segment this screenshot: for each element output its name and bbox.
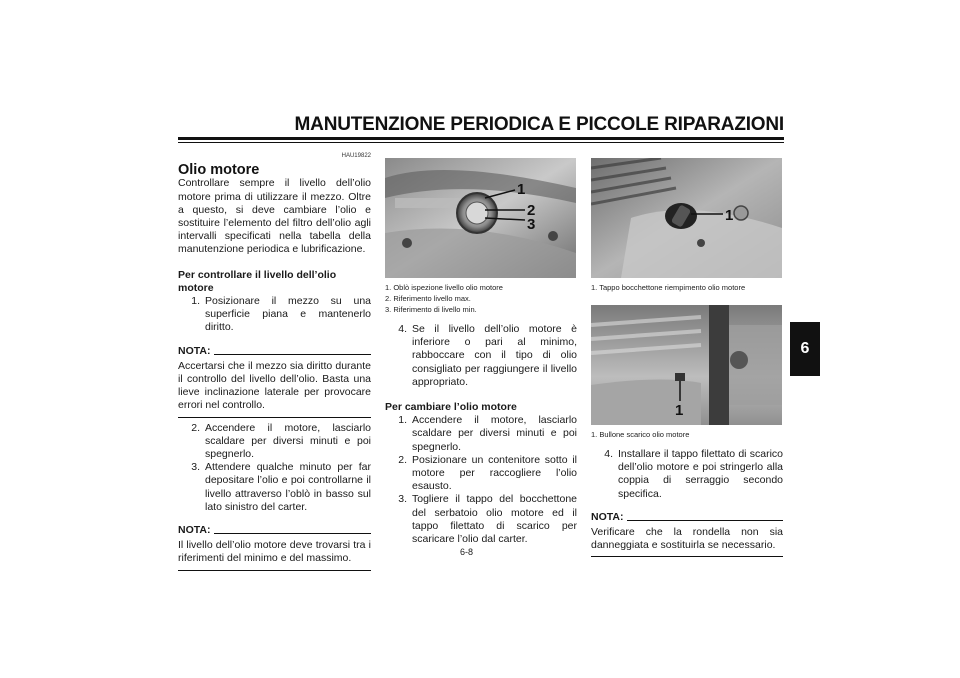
engine-top-illustration <box>591 158 782 278</box>
caption-item: 3. Riferimento di livello min. <box>385 305 477 314</box>
oil-level-window-photo <box>385 158 576 278</box>
step-number: 4. <box>604 448 613 460</box>
callout-1: 1 <box>517 181 526 198</box>
note-header <box>178 524 371 537</box>
step-number: 3. <box>191 461 200 474</box>
step-item <box>385 323 577 389</box>
step-item <box>178 461 371 514</box>
note-text: Il livello dell’olio motore deve trovarsi tra i riferimenti del minimo e del massimo. <box>178 539 371 565</box>
page-number: 6-8 <box>460 547 474 557</box>
callout-1: 1 <box>675 402 684 419</box>
callout-2: 2 <box>527 202 536 219</box>
caption-item: 2. Riferimento livello max. <box>385 294 471 303</box>
step-number: 2. <box>191 421 200 434</box>
section-heading: Olio motore <box>178 162 260 179</box>
step-text: Se il livello dell’olio motore è inferiore o pari al minimo, rabboccare con il tipo di olio consigliato per raggiungere il livello appropriato. <box>412 323 577 388</box>
photo-caption: 1. Tappo bocchettone riempimento olio motore <box>591 283 746 292</box>
note-rule <box>627 519 783 521</box>
step-number: 1. <box>191 295 200 308</box>
note-header <box>591 511 783 524</box>
step-item <box>591 448 783 501</box>
right-column <box>591 429 783 557</box>
step-number: 2. <box>398 453 407 466</box>
drain-bolt-photo <box>591 305 782 425</box>
step-item <box>178 422 371 462</box>
callout-3: 3 <box>527 216 536 233</box>
title-rule <box>178 137 784 140</box>
left-column <box>178 150 371 571</box>
intro-paragraph: Controllare sempre il livello dell’olio motore prima di utilizzare il mezzo. Oltre a questo, si deve cambiare l’olio e sostituire l’elemento del filtro dell’olio agli intervalli specificati nella tabella della manutenzione periodica e lubrificazione. <box>178 177 371 256</box>
caption-item: 1. Oblò ispezione livello olio motore <box>385 283 503 292</box>
oil-filler-cap-photo <box>591 158 782 278</box>
note-end-rule <box>178 570 371 571</box>
note-label: NOTA: <box>178 344 211 357</box>
subheading-check-level: Per controllare il livello dell’olio motore <box>178 268 337 294</box>
note-rule <box>214 353 371 355</box>
step-text: Posizionare il mezzo su una superficie piana e mantenerlo diritto. <box>205 295 371 334</box>
note-header <box>178 345 371 358</box>
note-text: Accertarsi che il mezzo sia diritto durante il controllo del livello dell’olio. Basta una lieve inclinazione laterale per provocare errori nel controllo. <box>178 359 371 412</box>
photo-caption-list <box>385 282 577 315</box>
chapter-tab: 6 <box>790 322 820 376</box>
step-text: Accendere il motore, lasciarlo scaldare per diversi minuti e poi spegnerlo. <box>205 421 371 461</box>
step-number: 1. <box>398 414 407 427</box>
section-code: HAU19822 <box>341 153 371 159</box>
step-item <box>385 414 577 454</box>
note-end-rule <box>178 417 371 418</box>
step-text: Installare il tappo filettato di scarico dell’olio motore e poi stringerlo alla coppia di serraggio secondo specifica. <box>618 448 783 500</box>
engine-bottom-illustration <box>591 305 782 425</box>
middle-column <box>385 282 577 546</box>
note-label: NOTA: <box>178 524 211 537</box>
step-item <box>385 493 577 546</box>
step-number: 3. <box>398 493 407 506</box>
photo-caption: 1. Bullone scarico olio motore <box>591 430 690 439</box>
title-rule-thin <box>178 142 784 143</box>
step-text: Accendere il motore, lasciarlo scaldare per diversi minuti e poi spegnerlo. <box>412 414 577 453</box>
note-end-rule <box>591 556 783 557</box>
step-number: 4. <box>398 323 407 335</box>
page-title: MANUTENZIONE PERIODICA E PICCOLE RIPARAZIONI <box>294 114 784 135</box>
step-text: Attendere qualche minuto per far depositare l’olio e poi controllarne il livello attraverso l’oblò in basso sul lato sinistro del carter. <box>205 461 371 513</box>
step-item <box>178 295 371 335</box>
step-item <box>385 454 577 494</box>
note-text: Verificare che la rondella non sia danneggiata e sostituirla se necessario. <box>591 526 783 552</box>
step-text: Togliere il tappo del bocchettone del serbatoio olio motore ed il tappo filettato di scarico per scaricare l’olio dal carter. <box>412 493 577 546</box>
callout-1: 1 <box>725 207 734 224</box>
note-rule <box>214 532 371 534</box>
engine-crankcase-illustration <box>385 158 576 278</box>
subheading-change-oil: Per cambiare l’olio motore <box>385 401 517 414</box>
step-text: Posizionare un contenitore sotto il motore per raccogliere l’olio esausto. <box>412 453 577 493</box>
note-label: NOTA: <box>591 510 624 523</box>
